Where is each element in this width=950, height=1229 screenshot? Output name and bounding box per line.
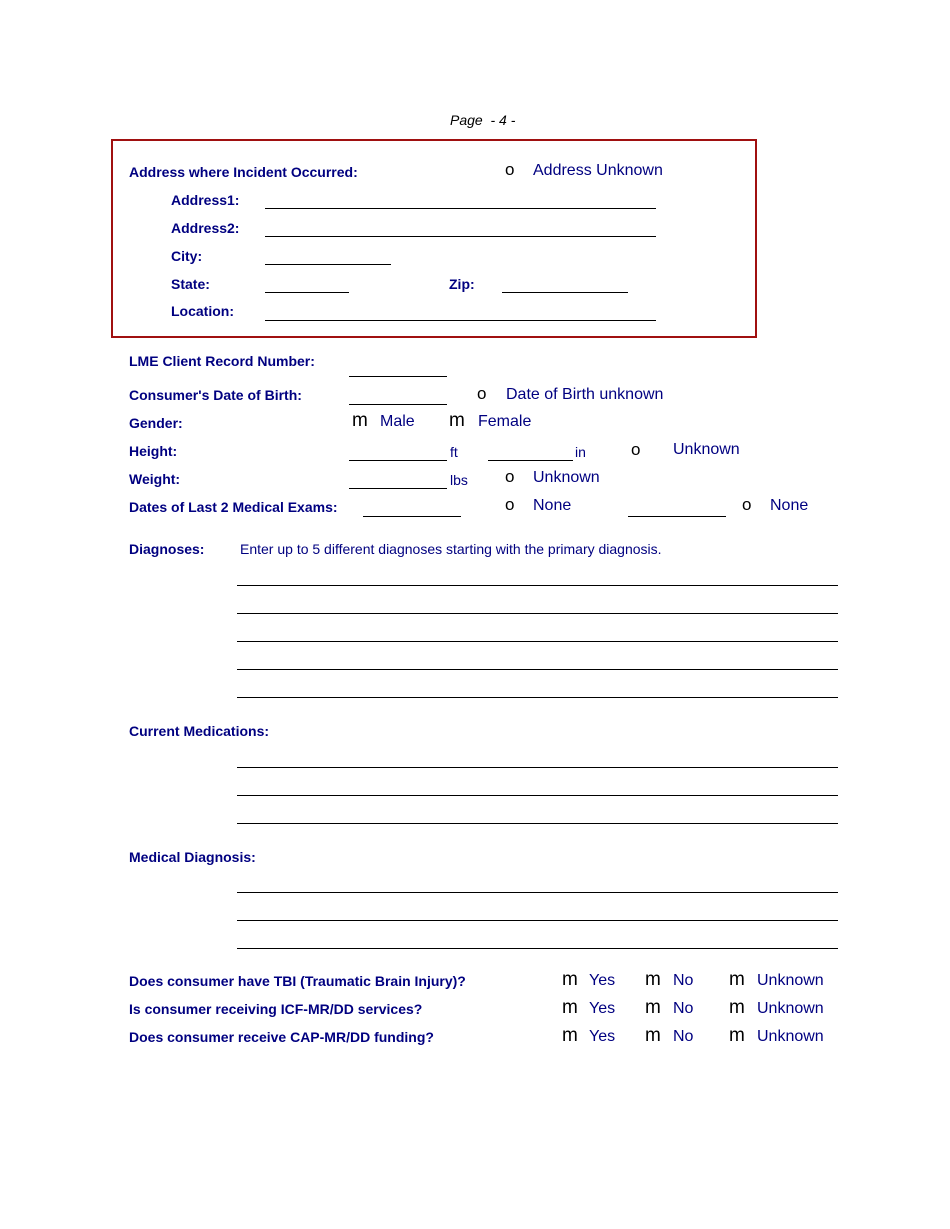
page-number-value: - 4 - [490,112,516,128]
diagnosis-line-3[interactable] [237,641,838,642]
height-unknown-label: Unknown [673,441,740,458]
question-icf: Is consumer receiving ICF-MR/DD services? [129,1001,423,1017]
height-ft-field[interactable] [349,460,447,461]
cap-yes-label: Yes [589,1028,616,1045]
height-in-unit: in [575,444,586,460]
tbi-unknown-checkbox[interactable]: m [729,969,745,990]
diagnosis-line-1[interactable] [237,585,838,586]
incident-address-title: Address where Incident Occurred: [129,164,358,180]
icf-unknown-label: Unknown [757,1000,824,1017]
exam1-none-radio[interactable]: o [505,495,515,514]
record-number-label: LME Client Record Number: [129,353,315,369]
icf-no-checkbox[interactable]: m [645,997,661,1018]
tbi-yes-checkbox[interactable]: m [562,969,578,990]
address-unknown-label: Address Unknown [533,162,663,179]
icf-unknown-checkbox[interactable]: m [729,997,745,1018]
cap-no-label: No [673,1028,694,1045]
dob-field[interactable] [349,404,447,405]
record-number-field[interactable] [349,376,447,377]
medication-line-2[interactable] [237,795,838,796]
medications-label: Current Medications: [129,723,270,739]
weight-unknown-label: Unknown [533,469,600,486]
location-field[interactable] [265,320,656,321]
address2-label: Address2: [171,220,240,236]
dob-unknown-radio[interactable]: o [477,384,487,403]
cap-unknown-checkbox[interactable]: m [729,1025,745,1046]
cap-unknown-label: Unknown [757,1028,824,1045]
tbi-no-checkbox[interactable]: m [645,969,661,990]
gender-male-checkbox[interactable]: m [352,410,368,431]
diagnosis-line-2[interactable] [237,613,838,614]
diagnoses-instruction: Enter up to 5 different diagnoses starting with the primary diagnosis. [240,541,662,557]
cap-yes-checkbox[interactable]: m [562,1025,578,1046]
medical-diagnosis-line-1[interactable] [237,892,838,893]
address2-field[interactable] [265,236,656,237]
zip-field[interactable] [502,292,628,293]
address1-label: Address1: [171,192,240,208]
exams-label: Dates of Last 2 Medical Exams: [129,499,338,515]
medical-diagnosis-line-2[interactable] [237,920,838,921]
page-label: Page [450,112,483,128]
tbi-no-label: No [673,972,694,989]
gender-female-label: Female [478,413,532,430]
diagnosis-line-5[interactable] [237,697,838,698]
weight-unknown-radio[interactable]: o [505,467,515,486]
weight-label: Weight: [129,471,181,487]
height-label: Height: [129,443,178,459]
medical-diagnosis-line-3[interactable] [237,948,838,949]
medication-line-3[interactable] [237,823,838,824]
page-number [450,112,515,128]
gender-label: Gender: [129,415,183,431]
zip-label: Zip: [449,276,475,292]
exam2-date-field[interactable] [628,516,726,517]
exam2-none-radio[interactable]: o [742,495,752,514]
tbi-yes-label: Yes [589,972,616,989]
medication-line-1[interactable] [237,767,838,768]
dob-label: Consumer's Date of Birth: [129,387,302,403]
cap-no-checkbox[interactable]: m [645,1025,661,1046]
location-label: Location: [171,303,234,319]
medical-diagnosis-label: Medical Diagnosis: [129,849,256,865]
tbi-unknown-label: Unknown [757,972,824,989]
dob-unknown-label: Date of Birth unknown [506,386,664,403]
address-unknown-radio[interactable]: o [505,160,515,179]
exam2-none-label: None [770,497,809,514]
weight-field[interactable] [349,488,447,489]
question-cap: Does consumer receive CAP-MR/DD funding? [129,1029,434,1045]
state-field[interactable] [265,292,349,293]
icf-no-label: No [673,1000,694,1017]
diagnosis-line-4[interactable] [237,669,838,670]
height-unknown-radio[interactable]: o [631,440,641,459]
weight-unit: lbs [450,472,468,488]
address1-field[interactable] [265,208,656,209]
city-label: City: [171,248,203,264]
exam1-date-field[interactable] [363,516,461,517]
state-label: State: [171,276,210,292]
diagnoses-label: Diagnoses: [129,541,205,557]
exam1-none-label: None [533,497,572,514]
question-tbi: Does consumer have TBI (Traumatic Brain Injury)? [129,973,466,989]
icf-yes-checkbox[interactable]: m [562,997,578,1018]
height-in-field[interactable] [488,460,573,461]
gender-male-label: Male [380,413,415,430]
gender-female-checkbox[interactable]: m [449,410,465,431]
height-ft-unit: ft [450,444,458,460]
icf-yes-label: Yes [589,1000,616,1017]
city-field[interactable] [265,264,391,265]
